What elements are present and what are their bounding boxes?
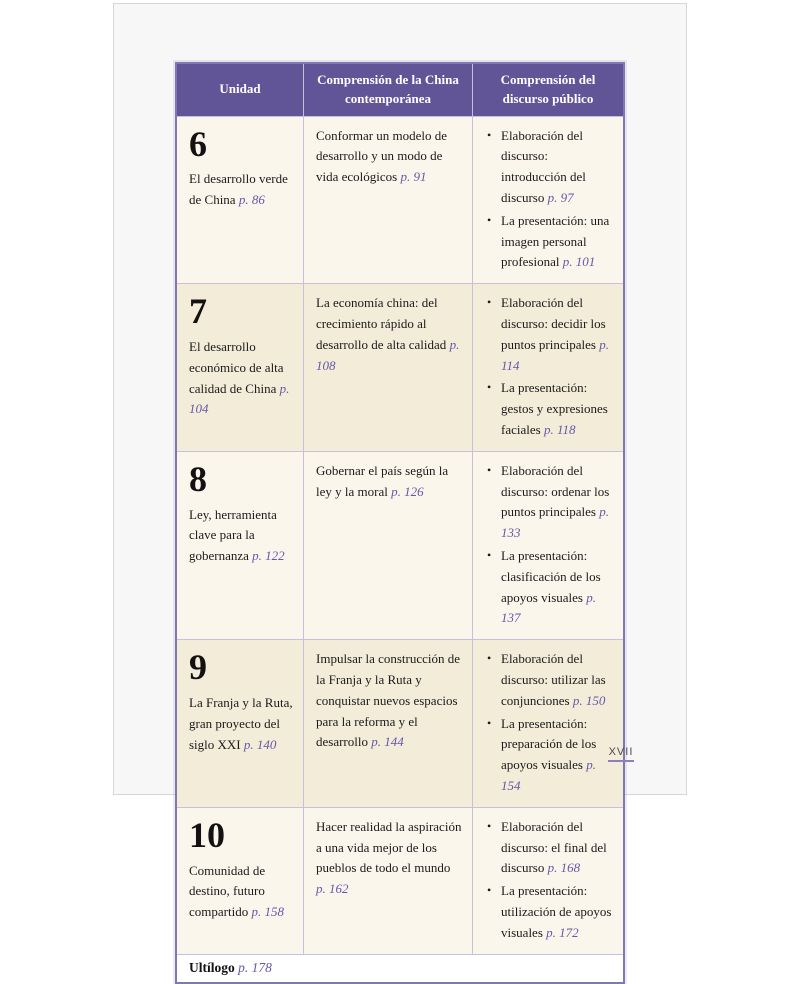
page-ref: p. 137 [501, 589, 596, 626]
page-ref: p. 114 [501, 336, 609, 373]
unit-number: 7 [189, 291, 207, 332]
unit-title-text: La Franja y la Ruta, gran proyecto del siglo XXI [189, 695, 293, 752]
list-item [485, 378, 613, 440]
unit-number: 9 [189, 647, 207, 688]
skills-cell [473, 640, 623, 807]
page-ref: p. 150 [572, 692, 606, 708]
page-ref: p. 140 [243, 736, 277, 752]
list-item [485, 881, 613, 943]
unit-title-text: Ley, herramienta clave para la gobernanza [189, 506, 277, 564]
book-page [113, 3, 687, 975]
list-item [485, 126, 613, 209]
bullet-text: Elaboración del discurso: introducción del discurso [501, 127, 586, 206]
bullet-text: La presentación: clasificación de los apoyos visuales [501, 548, 601, 605]
bullet-text: Elaboración del discurso: el final del discurso [501, 818, 607, 876]
page-ref: p. 144 [371, 734, 404, 750]
topic-text: La economía china: del crecimiento rápido al desarrollo de alta calidad [316, 295, 447, 352]
folio [608, 746, 634, 762]
skills-list [485, 817, 613, 944]
header-discurso: Comprensión del discurso público [500, 72, 596, 106]
header-unidad: Unidad [177, 64, 304, 116]
unit-title [189, 337, 293, 420]
list-item [485, 649, 613, 711]
unit-title [189, 693, 293, 755]
page-ref: p. 97 [547, 190, 574, 206]
skills-cell [473, 117, 623, 284]
unit-title-text: El desarrollo verde de China [189, 171, 288, 208]
bullet-text: Elaboración del discurso: ordenar los puntos principales [501, 462, 610, 520]
list-item [485, 293, 613, 376]
skills-list [485, 293, 613, 441]
bullet-text: La presentación: gestos y expresiones faciales [501, 380, 608, 438]
page-ref: p. 178 [238, 959, 272, 975]
page-ref: p. 172 [546, 924, 579, 940]
bullet-text: Elaboración del discurso: decidir los puntos principales [501, 295, 606, 352]
unit-title-text: El desarrollo económico de alta calidad de China [189, 339, 284, 396]
topic-text: Conformar un modelo de desarrollo y un modo de vida ecológicos [316, 127, 448, 185]
epilogue-label: Ultílogo [189, 959, 235, 975]
header-china: Comprensión de la China contemporánea [304, 64, 473, 116]
skills-cell [473, 452, 623, 639]
folio-rule [608, 760, 634, 762]
bullet-text: La presentación: preparación de los apoyos visuales [501, 715, 597, 773]
bullet-text: La presentación: utilización de apoyos visuales [501, 883, 612, 940]
list-item [485, 817, 613, 879]
unit-cell [177, 284, 304, 451]
page-ref: p. 91 [400, 169, 427, 185]
topic-text: Hacer realidad la aspiración a una vida mejor de los pueblos de todo el mundo [316, 818, 462, 876]
unit-title [189, 505, 293, 567]
topic-cell [304, 808, 473, 954]
skills-cell [473, 284, 623, 451]
list-item [485, 211, 613, 273]
topic-text: Impulsar la construcción de la Franja y la Ruta y conquistar nuevos espacios para la reforma y el desarrollo [316, 651, 461, 750]
unit-cell [177, 117, 304, 284]
page-number: XVII [608, 746, 634, 758]
unit-number: 8 [189, 458, 207, 499]
page-ref: p. 108 [316, 336, 460, 373]
list-item [485, 546, 613, 629]
page-ref: p. 154 [501, 757, 596, 793]
bullet-text: Elaboración del discurso: utilizar las conjunciones [501, 651, 606, 708]
table-row [177, 807, 623, 954]
table-row [177, 451, 623, 639]
unit-cell [177, 452, 304, 639]
topic-cell [304, 452, 473, 639]
list-item [485, 461, 613, 544]
unit-title [189, 169, 293, 211]
skills-list [485, 461, 613, 629]
table-row [177, 283, 623, 451]
contents-table [175, 62, 625, 984]
skills-list [485, 126, 613, 274]
page-ref: p. 168 [547, 860, 581, 876]
page-ref: p. 104 [189, 380, 290, 417]
page-ref: p. 162 [316, 881, 349, 897]
page-ref: p. 118 [543, 422, 576, 438]
unit-title-text: Comunidad de destino, futuro compartido [189, 862, 266, 920]
unit-cell [177, 808, 304, 954]
table-row [177, 639, 623, 807]
topic-cell [304, 284, 473, 451]
skills-list [485, 649, 613, 797]
unit-cell [177, 640, 304, 807]
topic-cell [304, 117, 473, 284]
table-header-row [177, 64, 623, 116]
page-ref: p. 158 [251, 904, 284, 920]
skills-cell [473, 808, 623, 954]
topic-text: Gobernar el país según la ley y la moral [316, 462, 449, 499]
list-item [485, 714, 613, 797]
unit-title [189, 861, 293, 923]
page-ref: p. 101 [562, 254, 596, 270]
page-ref: p. 122 [252, 548, 285, 564]
bullet-text: La presentación: una imagen personal profesional [501, 212, 610, 270]
page-ref: p. 133 [501, 504, 609, 541]
page-ref: p. 126 [391, 483, 424, 499]
page-ref: p. 86 [238, 192, 265, 208]
unit-number: 10 [189, 814, 225, 855]
unit-number: 6 [189, 123, 207, 164]
topic-cell [304, 640, 473, 807]
table-footer-row [177, 954, 623, 982]
table-row [177, 116, 623, 284]
